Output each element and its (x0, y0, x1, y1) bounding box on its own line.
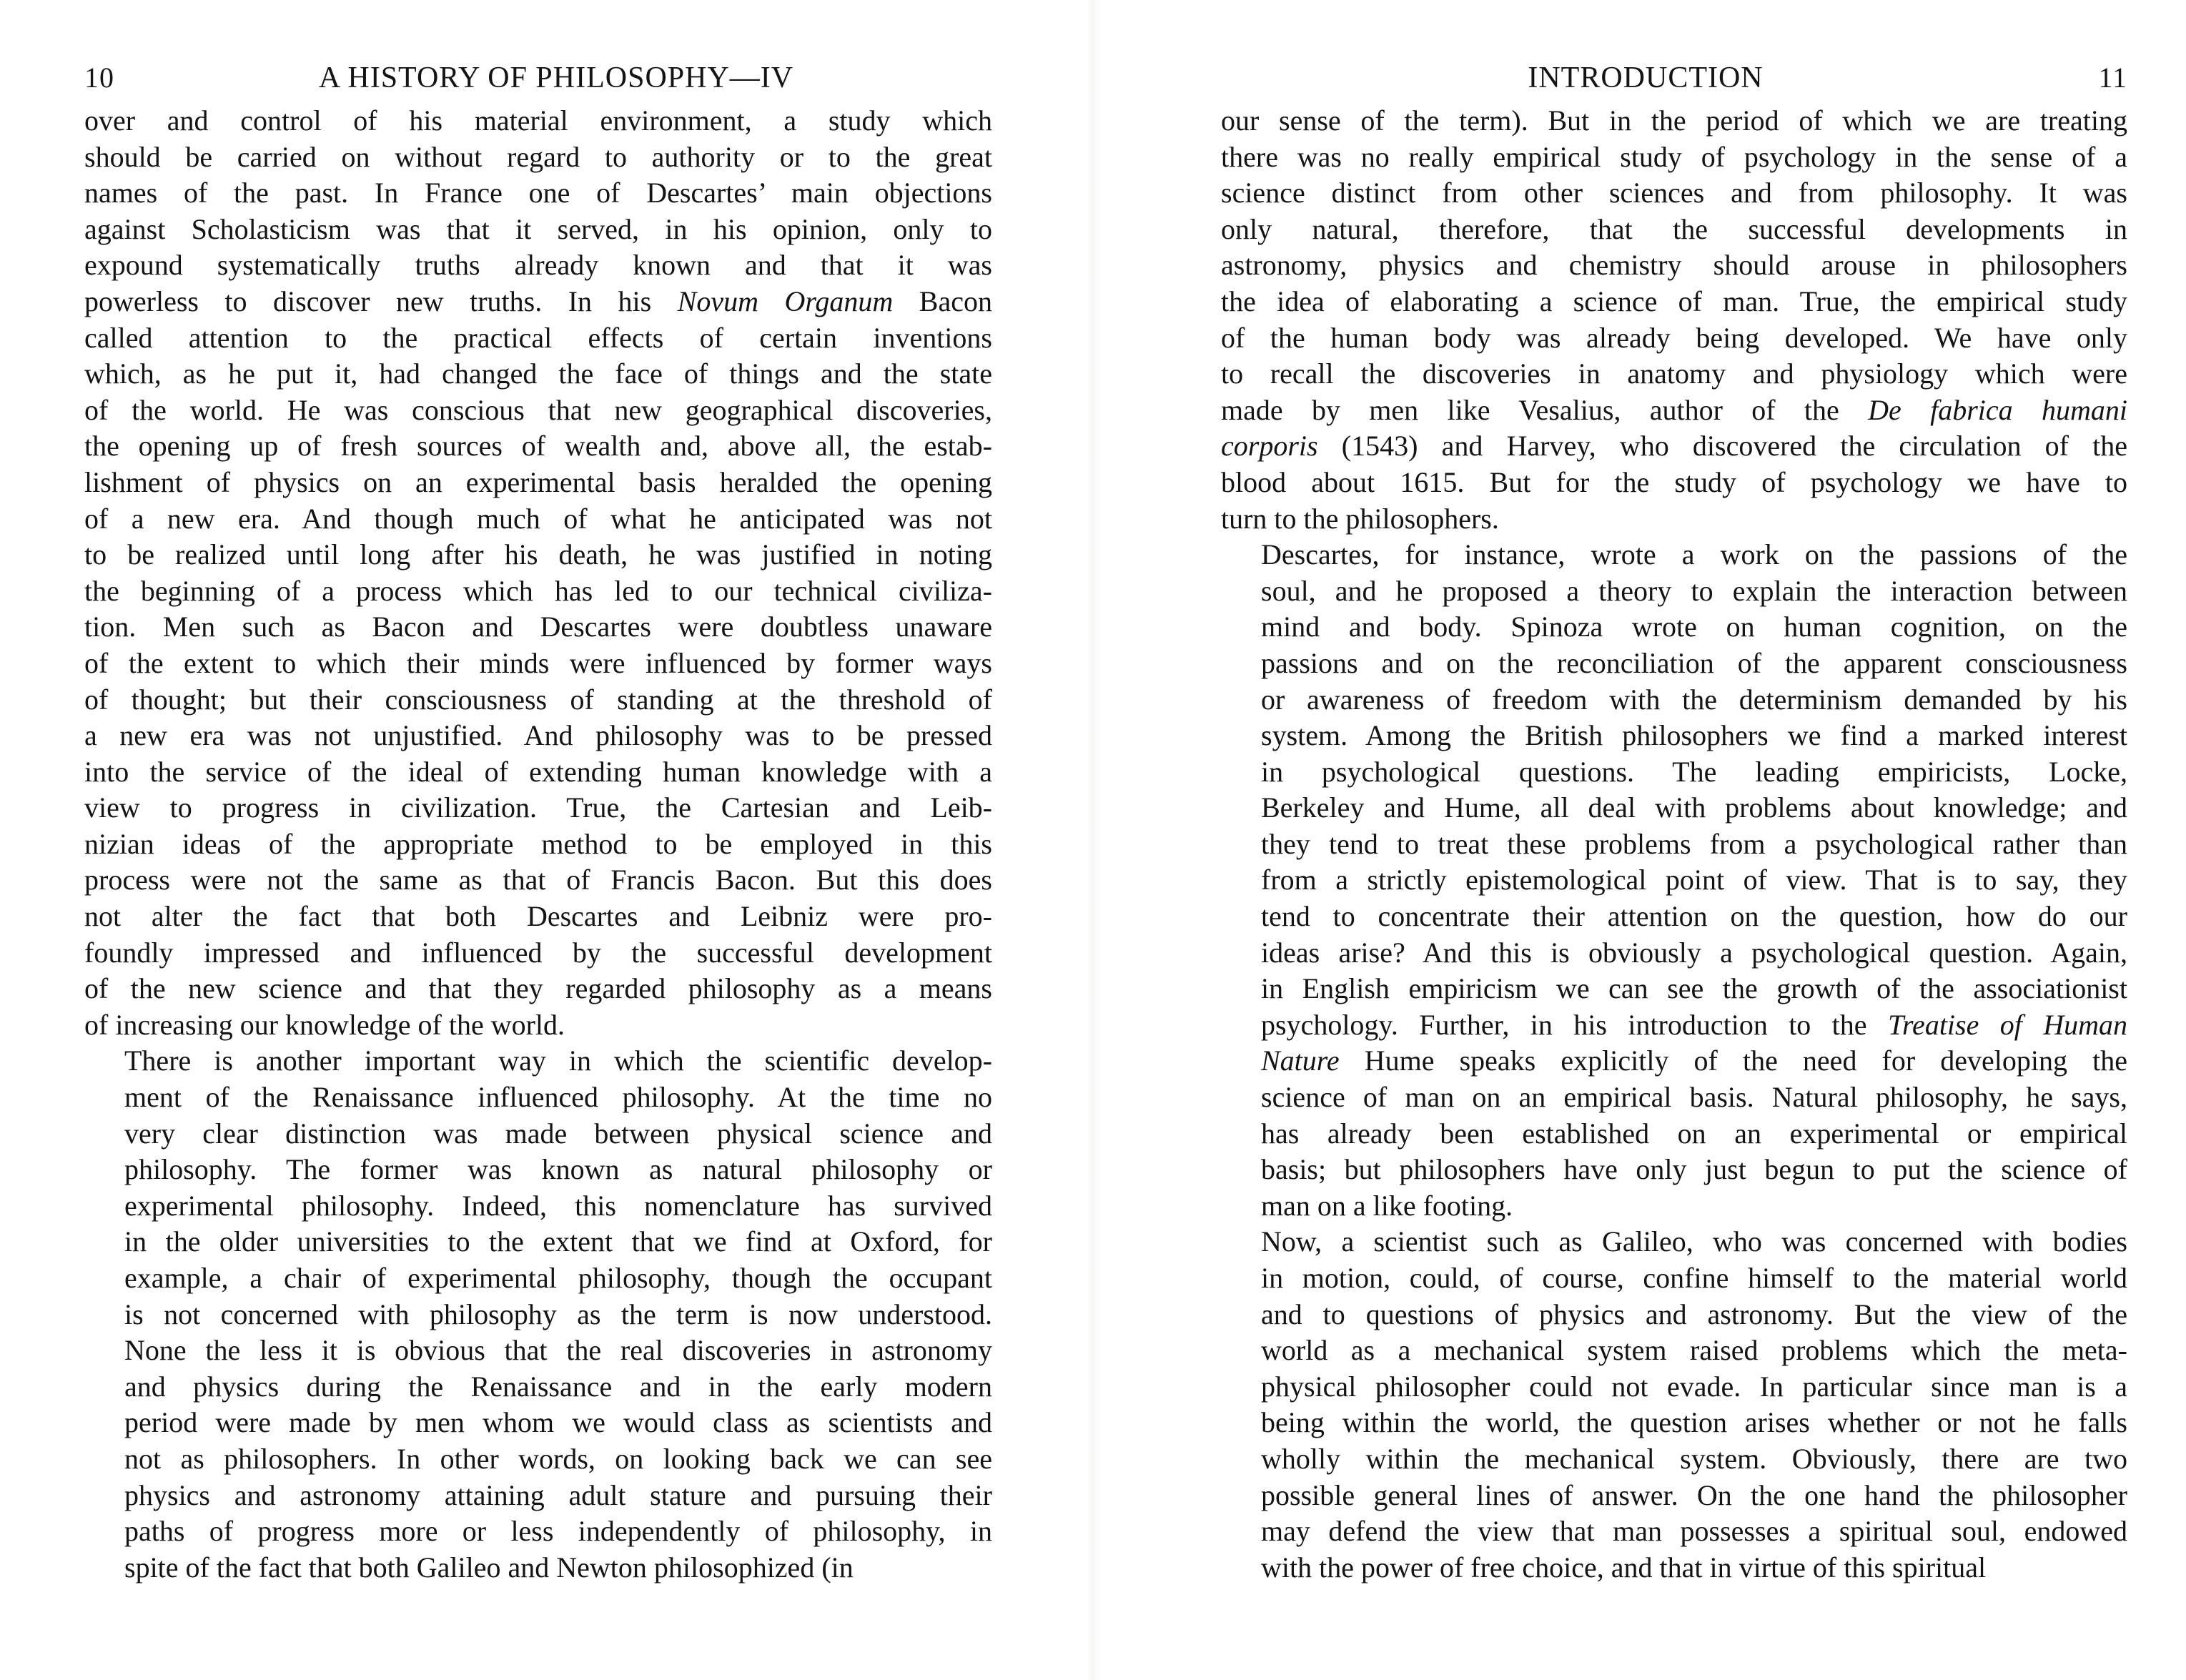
left-page-number: 10 (84, 61, 114, 94)
text-line: world as a mechanical system raised problems which the meta- (1261, 1334, 2127, 1367)
text-line: psychology. Further, in his introduction to the Treatise of Human (1261, 1008, 2127, 1041)
text-line: names of the past. In France one of Descartes’ main objections (84, 177, 992, 209)
text-line: basis; but philosophers have only just begun to put the science of (1261, 1153, 2127, 1186)
text-line: experimental philosophy. Indeed, this nomenclature has survived (124, 1189, 992, 1222)
text-line: very clear distinction was made between physical science and (124, 1117, 992, 1150)
text-line: foundly impressed and influenced by the successful development (84, 936, 992, 969)
text-line: or awareness of freedom with the determinism demanded by his (1261, 683, 2127, 716)
text-line: passions and on the reconciliation of the apparent consciousness (1261, 646, 2127, 679)
text-line: in motion, could, of course, confine himself to the material world (1261, 1262, 2127, 1294)
text-line: blood about 1615. But for the study of psychology we have to (1221, 465, 2127, 498)
text-line: nizian ideas of the appropriate method to be employed in this (84, 827, 992, 860)
text-line: with the power of free choice, and that in virtue of this spiritual (1261, 1551, 1987, 1583)
text-line: only natural, therefore, that the successful developments in (1221, 212, 2127, 245)
text-line: ideas arise? And this is obviously a psychological question. Again, (1261, 936, 2127, 969)
right-page-number: 11 (2098, 61, 2127, 94)
text-line: system. Among the British philosophers we find a marked interest (1261, 719, 2127, 752)
text-line: which, as he put it, had changed the face of things and the state (84, 357, 992, 390)
left-running-title: A HISTORY OF PHILOSOPHY—IV (318, 61, 794, 94)
text-line: a new era was not unjustified. And philosophy was to be pressed (84, 719, 992, 752)
left-page (84, 56, 992, 1586)
text-line: tion. Men such as Bacon and Descartes were doubtless unaware (84, 611, 992, 643)
text-line: of a new era. And though much of what he anticipated was not (84, 502, 992, 535)
text-line: process were not the same as that of Francis Bacon. But this does (84, 864, 992, 896)
text-line: spite of the fact that both Galileo and Newton philosophized (in (124, 1551, 854, 1583)
text-line: in the older universities to the extent that we find at Oxford, for (124, 1225, 992, 1258)
text-line: is not concerned with philosophy as the term is now understood. (124, 1298, 992, 1330)
text-line: Nature Hume speaks explicitly of the need for developing the (1261, 1044, 2127, 1077)
text-line: turn to the philosophers. (1221, 502, 1499, 535)
text-line: in English empiricism we can see the growth of the associationist (1261, 972, 2127, 1005)
text-line: the beginning of a process which has led to our technical civiliza- (84, 574, 992, 607)
text-line: may defend the view that man possesses a spiritual soul, endowed (1261, 1515, 2127, 1548)
text-line: to be realized until long after his death, he was justified in noting (84, 538, 992, 571)
text-line: not as philosophers. In other words, on looking back we can see (124, 1442, 992, 1475)
left-page-paragraph (84, 1043, 992, 1586)
text-line: into the service of the ideal of extending human knowledge with a (84, 755, 992, 788)
text-line: they tend to treat these problems from a psychological rather than (1261, 827, 2127, 860)
text-line: period were made by men whom we would class as scientists and (124, 1406, 992, 1439)
text-line: has already been established on an experimental or empirical (1261, 1117, 2127, 1150)
text-line: There is another important way in which the scientific develop- (124, 1044, 992, 1077)
text-line: of the extent to which their minds were influenced by former ways (84, 646, 992, 679)
text-line: our sense of the term). But in the period of which we are treating (1221, 104, 2127, 137)
text-line: physics and astronomy attaining adult stature and pursuing their (124, 1478, 992, 1511)
text-line: of the world. He was conscious that new geographical discoveries, (84, 393, 992, 426)
text-line: lishment of physics on an experimental basis heralded the opening (84, 465, 992, 498)
text-line: possible general lines of answer. On the one hand the philosopher (1261, 1478, 2127, 1511)
book-gutter (1086, 0, 1100, 1680)
text-line: being within the world, the question arises whether or not he falls (1261, 1406, 2127, 1439)
text-line: of increasing our knowledge of the world. (84, 1008, 565, 1041)
text-line: mind and body. Spinoza wrote on human cognition, on the (1261, 611, 2127, 643)
right-page-paragraph (1221, 537, 2127, 1224)
text-line: over and control of his material environment, a study which (84, 104, 992, 137)
text-line: powerless to discover new truths. In his Novum Organum Bacon (84, 285, 992, 317)
text-line: Descartes, for instance, wrote a work on the passions of the (1261, 538, 2127, 571)
text-line: corporis (1543) and Harvey, who discovered the circulation of the (1221, 430, 2127, 463)
right-running-head (1221, 56, 2127, 100)
right-page-paragraph (1221, 1224, 2127, 1586)
text-line: tend to concentrate their attention on the question, how do our (1261, 900, 2127, 933)
text-line: example, a chair of experimental philosophy, though the occupant (124, 1262, 992, 1294)
text-line: expound systematically truths already known and that it was (84, 249, 992, 282)
text-line: against Scholasticism was that it served, in his opinion, only to (84, 212, 992, 245)
left-page-paragraph (84, 103, 992, 1043)
text-line: philosophy. The former was known as natural philosophy or (124, 1153, 992, 1186)
text-line: made by men like Vesalius, author of the De fabrica humani (1221, 393, 2127, 426)
text-line: in psychological questions. The leading empiricists, Locke, (1261, 755, 2127, 788)
left-body-text (84, 103, 992, 1586)
left-running-head (84, 56, 992, 100)
text-line: and to questions of physics and astronomy. But the view of the (1261, 1298, 2127, 1330)
right-running-title: INTRODUCTION (1528, 61, 1764, 94)
text-line: to recall the discoveries in anatomy and physiology which were (1221, 357, 2127, 390)
text-line: from a strictly epistemological point of view. That is to say, they (1261, 864, 2127, 896)
text-line: the opening up of fresh sources of wealth and, above all, the estab- (84, 430, 992, 463)
text-line: the idea of elaborating a science of man. True, the empirical study (1221, 285, 2127, 317)
right-body-text (1221, 103, 2127, 1586)
text-line: not alter the fact that both Descartes and Leibniz were pro- (84, 900, 992, 933)
text-line: None the less it is obvious that the real discoveries in astronomy (124, 1334, 992, 1367)
text-line: ment of the Renaissance influenced philosophy. At the time no (124, 1081, 992, 1114)
right-page-paragraph (1221, 103, 2127, 537)
text-line: astronomy, physics and chemistry should arouse in philosophers (1221, 249, 2127, 282)
text-line: man on a like footing. (1261, 1189, 1513, 1222)
text-line: of thought; but their consciousness of standing at the threshold of (84, 683, 992, 716)
text-line: science distinct from other sciences and from philosophy. It was (1221, 177, 2127, 209)
text-line: Now, a scientist such as Galileo, who was concerned with bodies (1261, 1225, 2127, 1258)
text-line: and physics during the Renaissance and in the early modern (124, 1370, 992, 1403)
text-line: view to progress in civilization. True, the Cartesian and Leib- (84, 791, 992, 824)
text-line: paths of progress more or less independently of philosophy, in (124, 1515, 992, 1548)
right-page (1221, 56, 2127, 1586)
text-line: wholly within the mechanical system. Obviously, there are two (1261, 1442, 2127, 1475)
text-line: should be carried on without regard to authority or to the great (84, 140, 992, 173)
text-line: there was no really empirical study of psychology in the sense of a (1221, 140, 2127, 173)
text-line: of the new science and that they regarded philosophy as a means (84, 972, 992, 1005)
text-line: Berkeley and Hume, all deal with problems about knowledge; and (1261, 791, 2127, 824)
text-line: of the human body was already being developed. We have only (1221, 321, 2127, 354)
text-line: science of man on an empirical basis. Natural philosophy, he says, (1261, 1081, 2127, 1114)
text-line: called attention to the practical effects of certain inventions (84, 321, 992, 354)
text-line: soul, and he proposed a theory to explain the interaction between (1261, 574, 2127, 607)
text-line: physical philosopher could not evade. In particular since man is a (1261, 1370, 2127, 1403)
